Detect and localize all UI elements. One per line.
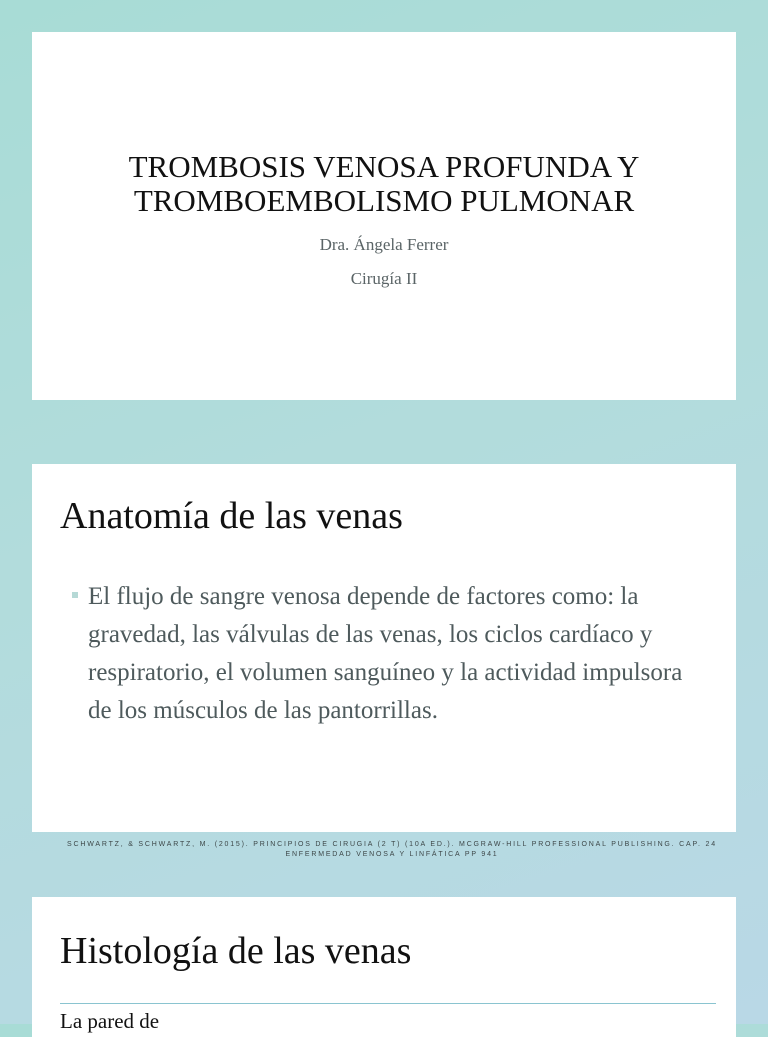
anatomy-heading: Anatomía de las venas xyxy=(60,495,403,537)
title-line-2: TROMBOEMBOLISMO PULMONAR xyxy=(133,183,635,218)
title-block xyxy=(32,150,736,289)
title-slide xyxy=(32,32,736,400)
histology-slide xyxy=(32,897,736,1037)
bullet-item xyxy=(72,578,712,730)
presentation-title xyxy=(32,150,736,218)
course-name: Cirugía II xyxy=(350,269,418,288)
histology-heading: Histología de las venas xyxy=(60,930,412,972)
bullet-square-icon xyxy=(72,592,78,598)
citation-text: SCHWARTZ, & SCHWARTZ, M. (2015). PRINCIPIOS DE CIRUGIA (2 T) (10A ED.). MCGRAW-HILL PROFESSIONAL PUBLISHING. CAP. 24 ENFERMEDAD VENOSA Y LINFÁTICA PP 941 xyxy=(67,841,717,858)
title-line-1: TROMBOSIS VENOSA PROFUNDA Y xyxy=(128,149,640,184)
histology-text: La pared de xyxy=(60,1009,160,1033)
bullet-text: El flujo de sangre venosa depende de factores como: la gravedad, las válvulas de las venas, los ciclos cardíaco y respiratorio, el volumen sanguíneo y la actividad impulsora de los músculos de las pantorrillas. xyxy=(88,583,683,724)
anatomy-bullet-list xyxy=(72,578,712,730)
anatomy-slide xyxy=(32,464,736,832)
author-name: Dra. Ángela Ferrer xyxy=(319,235,449,254)
divider-line xyxy=(60,1003,716,1004)
